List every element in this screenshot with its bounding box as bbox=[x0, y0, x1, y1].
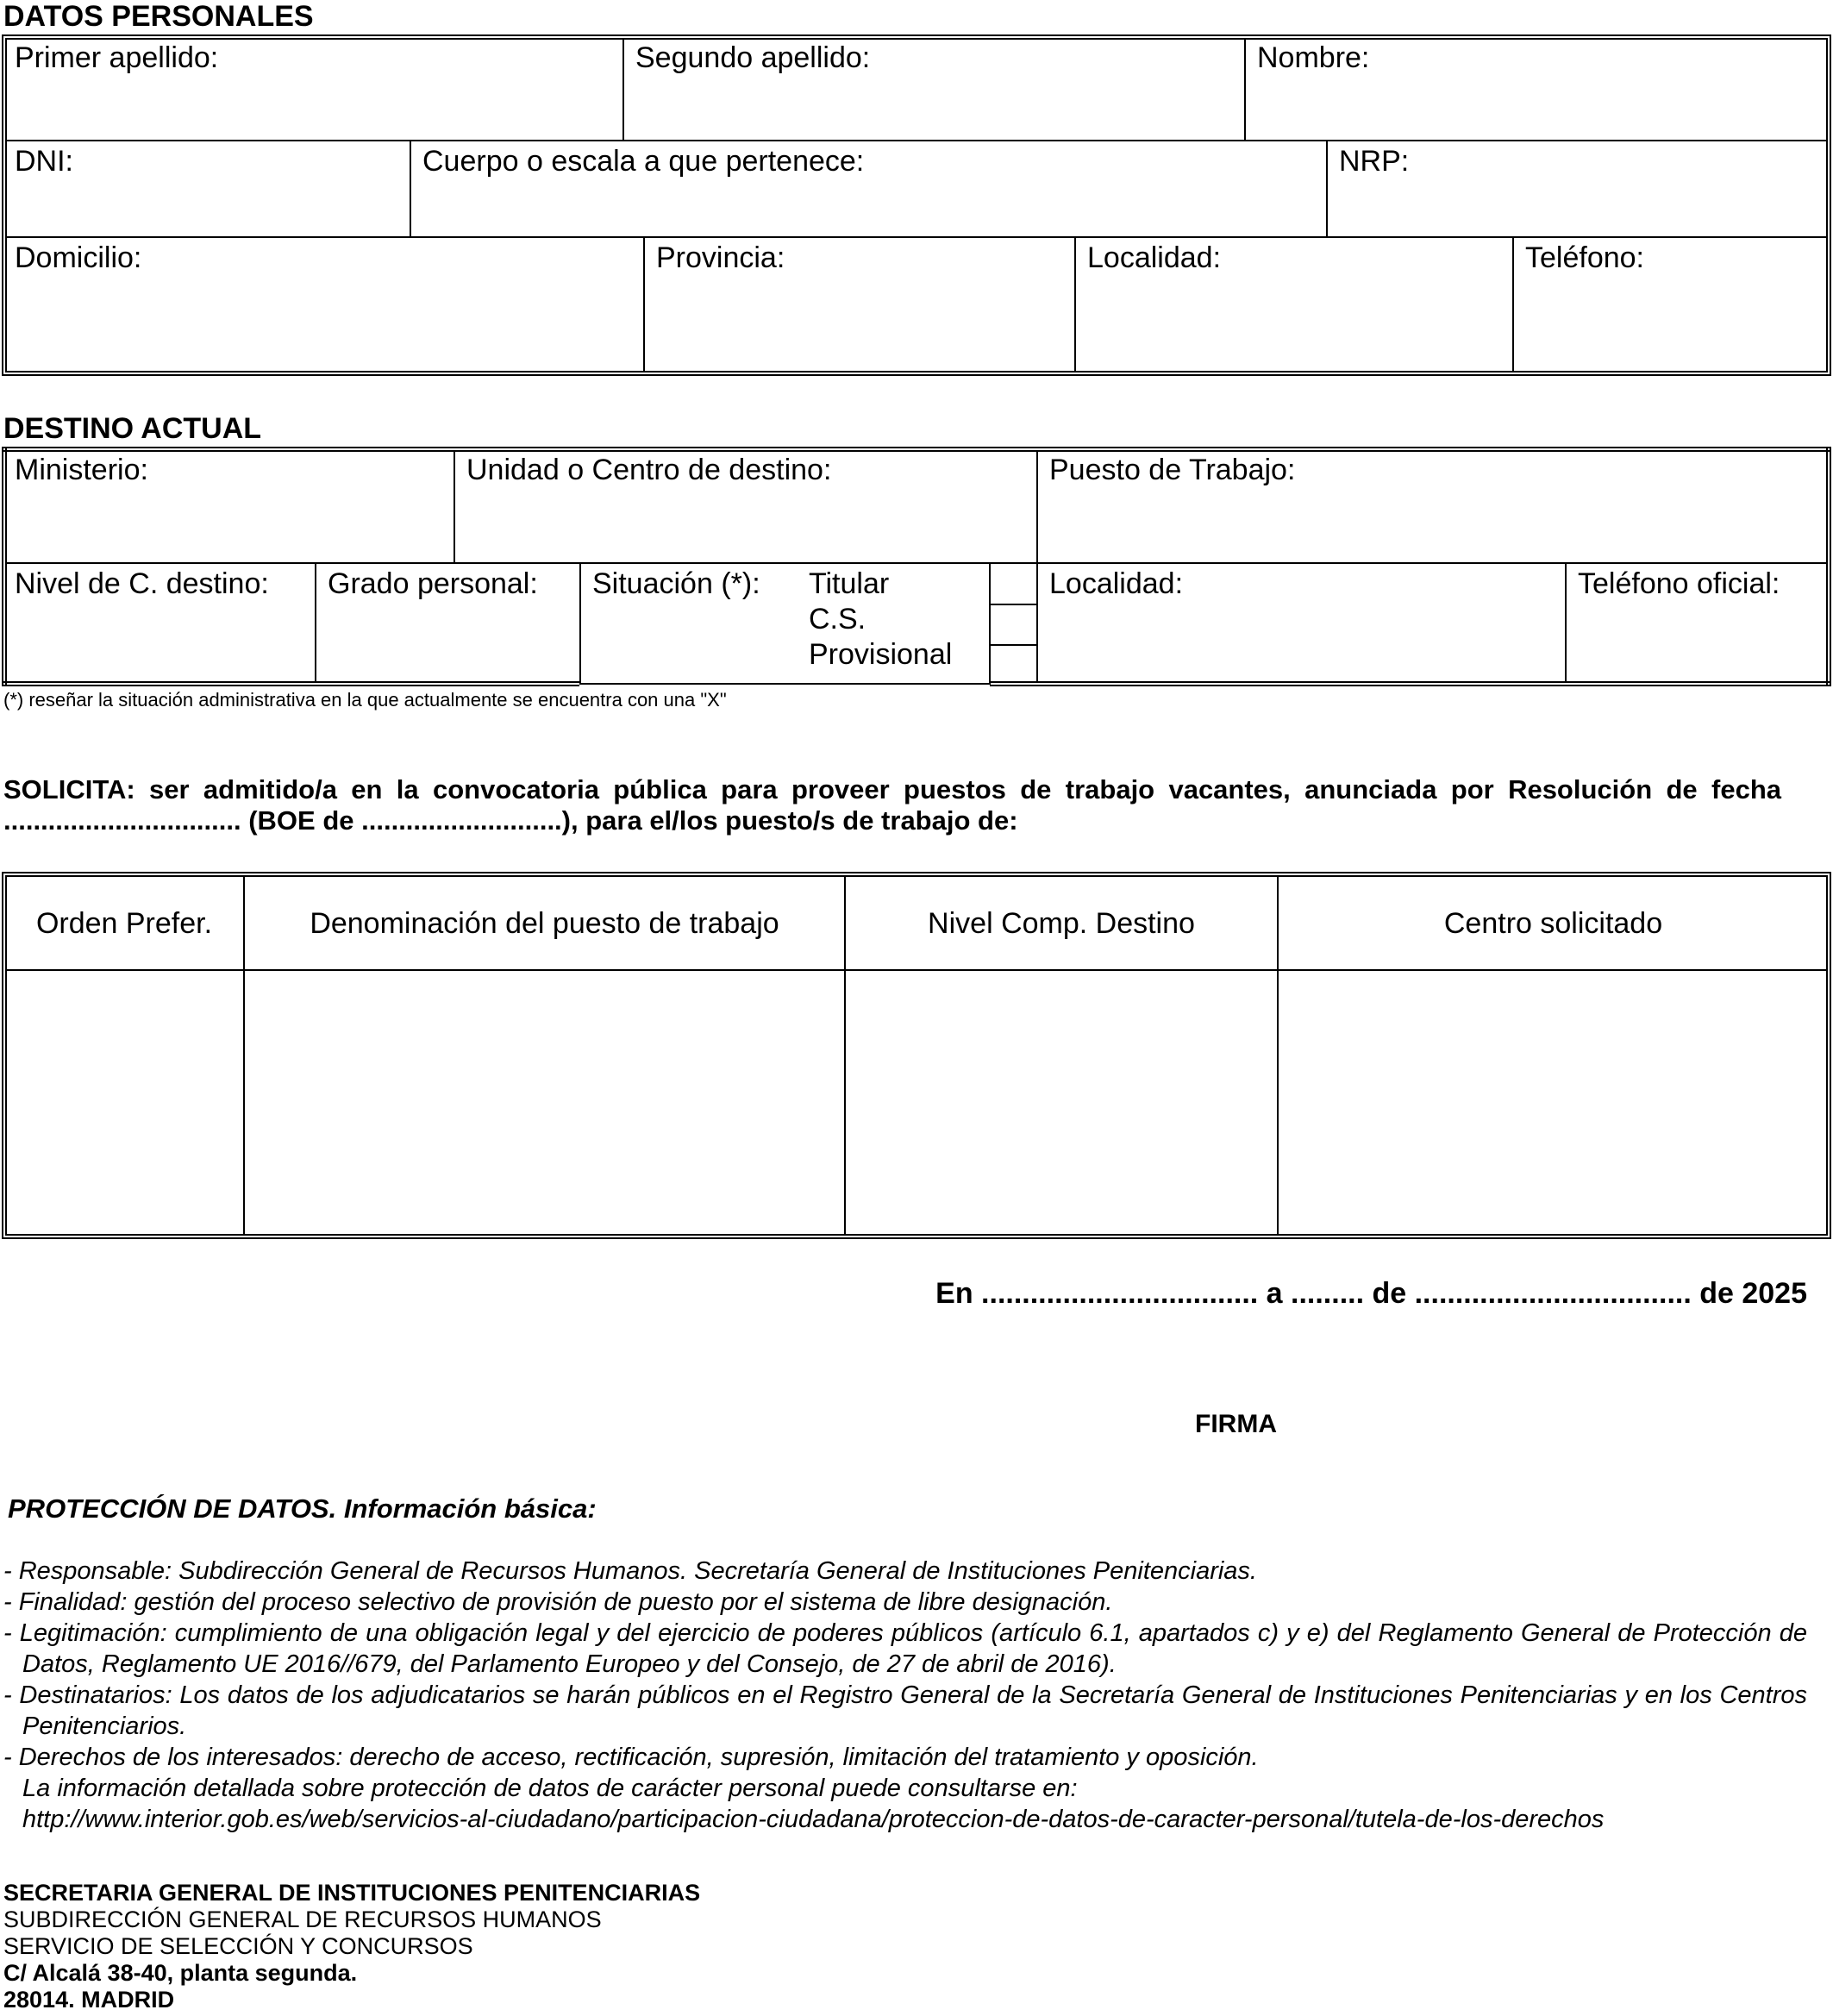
titular-checkbox[interactable] bbox=[991, 566, 1035, 604]
destino-border-top bbox=[2, 447, 1831, 452]
footer-line-calle: C/ Alcalá 38-40, planta segunda. bbox=[3, 1960, 358, 1986]
destino-border-bottom-right bbox=[990, 681, 1831, 686]
header-orden: Orden Prefer. bbox=[35, 907, 213, 940]
nivel-field[interactable]: Nivel de C. destino: bbox=[15, 567, 269, 600]
domicilio-field[interactable]: Domicilio: bbox=[15, 241, 142, 274]
puesto-field[interactable]: Puesto de Trabajo: bbox=[1049, 454, 1296, 486]
nivel-cell[interactable] bbox=[848, 973, 1275, 1235]
footer-address bbox=[3, 1880, 700, 2013]
firma-label: FIRMA bbox=[1195, 1410, 1277, 1438]
col-divider bbox=[1074, 238, 1076, 373]
ministerio-field[interactable]: Ministerio: bbox=[15, 454, 148, 486]
telefono-field[interactable]: Teléfono: bbox=[1525, 241, 1644, 274]
col-divider bbox=[315, 564, 316, 683]
col-divider bbox=[1326, 141, 1328, 236]
provisional-checkbox[interactable] bbox=[991, 646, 1035, 682]
header-denominacion: Denominación del puesto de trabajo bbox=[310, 907, 779, 940]
telefono-oficial-field[interactable]: Teléfono oficial: bbox=[1578, 567, 1780, 600]
col-divider bbox=[1036, 450, 1038, 562]
solicita-paragraph: SOLICITA: ser admitido/a en la convocatoria pública para proveer puestos de trabajo vacantes, anunciada por Resolución de fecha ................................ (BOE de ...........................), para el/los puesto/s de trabajo de: bbox=[3, 774, 1781, 836]
destino-border-right bbox=[1826, 447, 1831, 686]
col-divider bbox=[1512, 238, 1514, 373]
datos-personales-title: DATOS PERSONALES bbox=[3, 0, 314, 33]
col-divider bbox=[622, 38, 624, 140]
nrp-field[interactable]: NRP: bbox=[1339, 145, 1410, 178]
col-divider bbox=[1244, 38, 1246, 140]
cs-checkbox[interactable] bbox=[991, 605, 1035, 644]
col-divider bbox=[1565, 564, 1567, 681]
dni-field[interactable]: DNI: bbox=[15, 145, 73, 178]
destino-border-bottom-left bbox=[2, 681, 579, 686]
fecha-line: En .................................. a ......... de .................................. de 2025 bbox=[935, 1277, 1807, 1310]
situacion-option-titular: Titular bbox=[809, 567, 890, 600]
situacion-label: Situación (*): bbox=[592, 567, 760, 600]
row-divider bbox=[5, 236, 1828, 238]
proteccion-item-responsable: - Responsable: Subdirección General de Recursos Humanos. Secretaría General de Instituciones Penitenciarias. bbox=[3, 1557, 1257, 1585]
proteccion-title: PROTECCIÓN DE DATOS. Información básica: bbox=[8, 1493, 597, 1524]
col-divider bbox=[410, 141, 411, 236]
row-divider bbox=[5, 140, 1828, 141]
proteccion-url[interactable]: http://www.interior.gob.es/web/servicios-al-ciudadano/participacion-ciudadana/proteccion-de-datos-de-caracter-personal/tutela-de-los-derechos bbox=[22, 1806, 1605, 1833]
proteccion-item-derechos: - Derechos de los interesados: derecho de acceso, rectificación, supresión, limitación del tratamiento y oposición. bbox=[3, 1744, 1259, 1771]
col-divider bbox=[1036, 564, 1038, 681]
centro-cell[interactable] bbox=[1280, 973, 1824, 1235]
row-divider bbox=[5, 562, 1828, 564]
destino-border-left bbox=[2, 447, 7, 686]
proteccion-list bbox=[3, 1556, 1807, 1835]
primer-apellido-field[interactable]: Primer apellido: bbox=[15, 41, 219, 74]
header-centro: Centro solicitado bbox=[1443, 907, 1663, 940]
segundo-apellido-field[interactable]: Segundo apellido: bbox=[635, 41, 871, 74]
table-header-divider bbox=[5, 969, 1828, 971]
situacion-note: (*) reseñar la situación administrativa en la que actualmente se encuentra con una "X" bbox=[3, 689, 727, 711]
nombre-field[interactable]: Nombre: bbox=[1257, 41, 1370, 74]
col-divider bbox=[454, 450, 455, 562]
proteccion-item-finalidad: - Finalidad: gestión del proceso selectivo de provisión de puesto por el sistema de libre designación. bbox=[3, 1588, 1113, 1616]
destino-actual-title: DESTINO ACTUAL bbox=[3, 412, 262, 445]
footer-line-subdireccion: SUBDIRECCIÓN GENERAL DE RECURSOS HUMANOS bbox=[3, 1906, 602, 1932]
situacion-bottom-line bbox=[579, 683, 990, 685]
orden-cell[interactable] bbox=[7, 973, 241, 1235]
cuerpo-field[interactable]: Cuerpo o escala a que pertenece: bbox=[422, 145, 865, 178]
localidad-destino-field[interactable]: Localidad: bbox=[1049, 567, 1184, 600]
unidad-field[interactable]: Unidad o Centro de destino: bbox=[466, 454, 832, 486]
datos-personales-box bbox=[2, 34, 1831, 376]
col-divider bbox=[643, 238, 645, 373]
provincia-field[interactable]: Provincia: bbox=[656, 241, 785, 274]
proteccion-item-legitimacion: - Legitimación: cumplimiento de una obligación legal y del ejercicio de poderes públicos (artículo 6.1, apartados c) y e) del Reglamento General de Protección de Datos, Reglamento UE 2016//679, del Parlamento Europeo y del Consejo, de 27 de abril de 2016). bbox=[3, 1619, 1807, 1678]
situacion-option-provisional: Provisional bbox=[809, 638, 953, 671]
footer-line-secretaria: SECRETARIA GENERAL DE INSTITUCIONES PENITENCIARIAS bbox=[3, 1880, 701, 1906]
header-nivel: Nivel Comp. Destino bbox=[928, 907, 1195, 940]
proteccion-item-destinatarios: - Destinatarios: Los datos de los adjudicatarios se harán públicos en el Registro General de la Secretaría General de Instituciones Penitenciarias y en los Centros Penitenciarios. bbox=[3, 1681, 1807, 1740]
localidad-field[interactable]: Localidad: bbox=[1087, 241, 1222, 274]
situacion-option-cs: C.S. bbox=[809, 603, 866, 635]
footer-line-servicio: SERVICIO DE SELECCIÓN Y CONCURSOS bbox=[3, 1933, 473, 1959]
col-divider bbox=[579, 564, 581, 685]
proteccion-info-line: La información detallada sobre protección de datos de carácter personal puede consultarse en: bbox=[22, 1775, 1078, 1802]
denominacion-cell[interactable] bbox=[247, 973, 842, 1235]
footer-line-ciudad: 28014. MADRID bbox=[3, 1987, 175, 2013]
grado-field[interactable]: Grado personal: bbox=[328, 567, 538, 600]
